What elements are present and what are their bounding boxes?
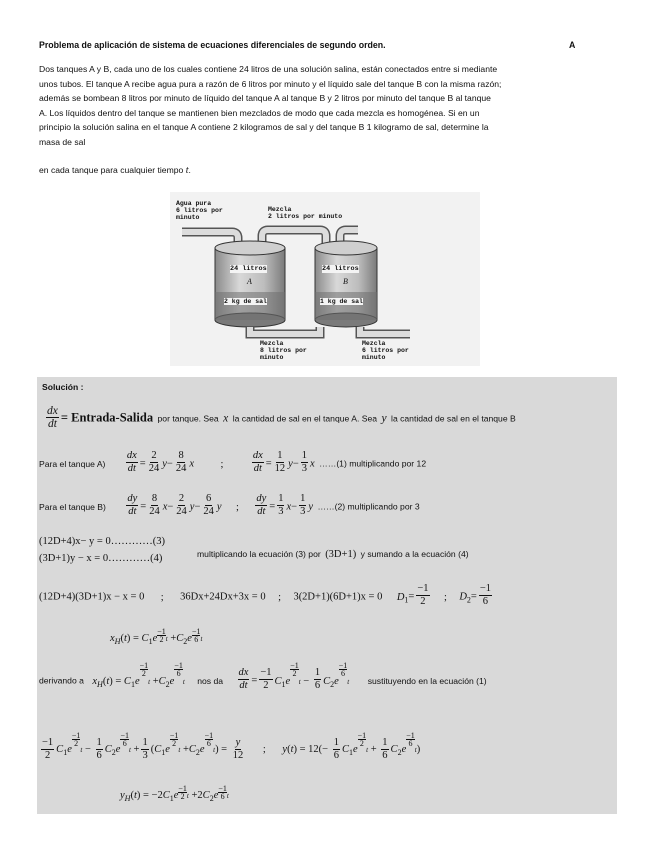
characteristic-equation: (12D+4)(3D+1)x − x = 0 ; 36Dx+24Dx+3x = 0 ; 3(2D+1)(6D+1)x = 0 $D_1=$ $\frac{-1}{2}$ ; $D_2=$ $\frac{-1}{6}$ bbox=[39, 583, 492, 607]
solution-heading: Solución : bbox=[42, 382, 84, 392]
statement-line: además se bombean 8 litros por minuto de líquido del tanque A al tanque B y 2 litros por minuto del tanque B al tanque bbox=[39, 93, 491, 104]
tank-b-label: B bbox=[343, 277, 348, 286]
tank-a-volume: 24 litros bbox=[230, 265, 267, 273]
label-mezcla-8: Mezcla 8 litros por minuto bbox=[260, 340, 307, 361]
problem-statement bbox=[39, 62, 624, 150]
tank-a-label: A bbox=[247, 277, 252, 286]
statement-line: unos tubos. El tanque A recibe agua pura a razón de 6 litros por minuto y el líquido sale del tanque B con la misma razón; bbox=[39, 78, 502, 89]
equation-balance: $\frac{dx}{dt}$ = Entrada-Salida por tanque. Sea x la cantidad de sal en el tanque A. Sea y la cantidad de sal en el tanque B bbox=[47, 405, 516, 430]
equation-4: (3D+1)y − x = 0…………(4) bbox=[39, 553, 163, 564]
statement-last-line: en cada tanque para cualquier tiempo t. bbox=[39, 165, 191, 176]
tank-b-volume: 24 litros bbox=[322, 265, 359, 273]
problem-letter: A bbox=[569, 40, 576, 50]
tank-b-salt: 1 kg de sal bbox=[320, 298, 363, 305]
derivative-line: derivando a $x_H(t) = C_1e$ $^{\frac{-1}{2}}$ $t +C_2e$ $^{\frac{-1}{6}}$ t nos da $\frac{dx}{dt}$ = $\frac{-1}{2}$ $C_1e$ $^{\frac{-1}{2}}$ t − $\frac{1}{6}$ $C_2e$ $^{\frac{-1}{6}}$ t sustituyendo en la ecuación (1) bbox=[39, 661, 487, 691]
statement-line: Dos tanques A y B, cada uno de los cuales contiene 24 litros de una solución salina, están conectados entre si mediante bbox=[39, 64, 498, 74]
label-mezcla-top: Mezcla 2 litros por minuto bbox=[268, 206, 343, 220]
multiply-instruction: multiplicando la ecuación (3) por (3D+1) y sumando a la ecuación (4) bbox=[197, 549, 469, 560]
tank-a-salt: 2 kg de sal bbox=[224, 298, 267, 305]
homogeneous-solution-y: $y_H(t) = -2C_1e$ $^{\frac{-1}{2}}$ $t +2C_2e$ $^{\frac{-1}{6}}$ t bbox=[120, 784, 229, 803]
statement-line: A. Los líquidos dentro del tanque se mantienen bien mezclados de modo que cada mezcla es homogénea. Si en un bbox=[39, 107, 480, 118]
equation-tank-a: Para el tanque A) $\frac{dx}{dt}$ = $\frac{2}{24}$ y− $\frac{8}{24}$ x ; $\frac{dx}{dt}$ = $\frac{1}{12}$ y− $\frac{1}{3}$ x ……(1) multiplicando por 12 bbox=[39, 450, 427, 474]
tank-diagram bbox=[170, 192, 480, 366]
equation-tank-b: Para el tanque B) $\frac{dy}{dt}$ = $\frac{8}{24}$ x− $\frac{2}{24}$ y− $\frac{6}{24}$ y ; $\frac{dy}{dt}$ = $\frac{1}{3}$ x− $\frac{1}{3}$ y ……(2) multiplicando por 3 bbox=[39, 493, 420, 517]
statement-line: principio la solución salina en el tanque A contiene 2 kilogramos de sal y del tanque B 1 kilogramo de sal, determine la bbox=[39, 122, 489, 133]
statement-line: masa de sal bbox=[39, 136, 86, 147]
equation-3: (12D+4)x− y = 0…………(3) bbox=[39, 536, 165, 547]
substitution-line: $\frac{-1}{2}$ $C_1e$ $^{\frac{-1}{2}}$ t − $\frac{1}{6}$ $C_2e$ $^{\frac{-1}{6}}$ t + $\frac{1}{3}$ ($C_1e$ $^{\frac{-1}{2}}$ $t +C_2e$ $^{\frac{-1}{6}}$ t) = $\frac{y}{12}$ ; y(t) = 12(− $\frac{1}{6}$ $C_1e$ $^{\frac{-1}{2}}$ t + $\frac{1}{6}$ $C_2e$ $^{\frac{-1}{6}}$ t) bbox=[42, 731, 421, 761]
homogeneous-solution-x: $x_H(t) = C_1e$ $^{\frac{-1}{2}}$ $t +C_2e$ $^{\frac{-1}{6}}$ t bbox=[110, 627, 203, 646]
label-mezcla-6: Mezcla 6 litros por minuto bbox=[362, 340, 409, 361]
problem-title: Problema de aplicación de sistema de ecuaciones diferenciales de segundo orden. bbox=[39, 40, 386, 50]
label-agua-pura: Agua pura 6 litros por minuto bbox=[176, 200, 223, 221]
